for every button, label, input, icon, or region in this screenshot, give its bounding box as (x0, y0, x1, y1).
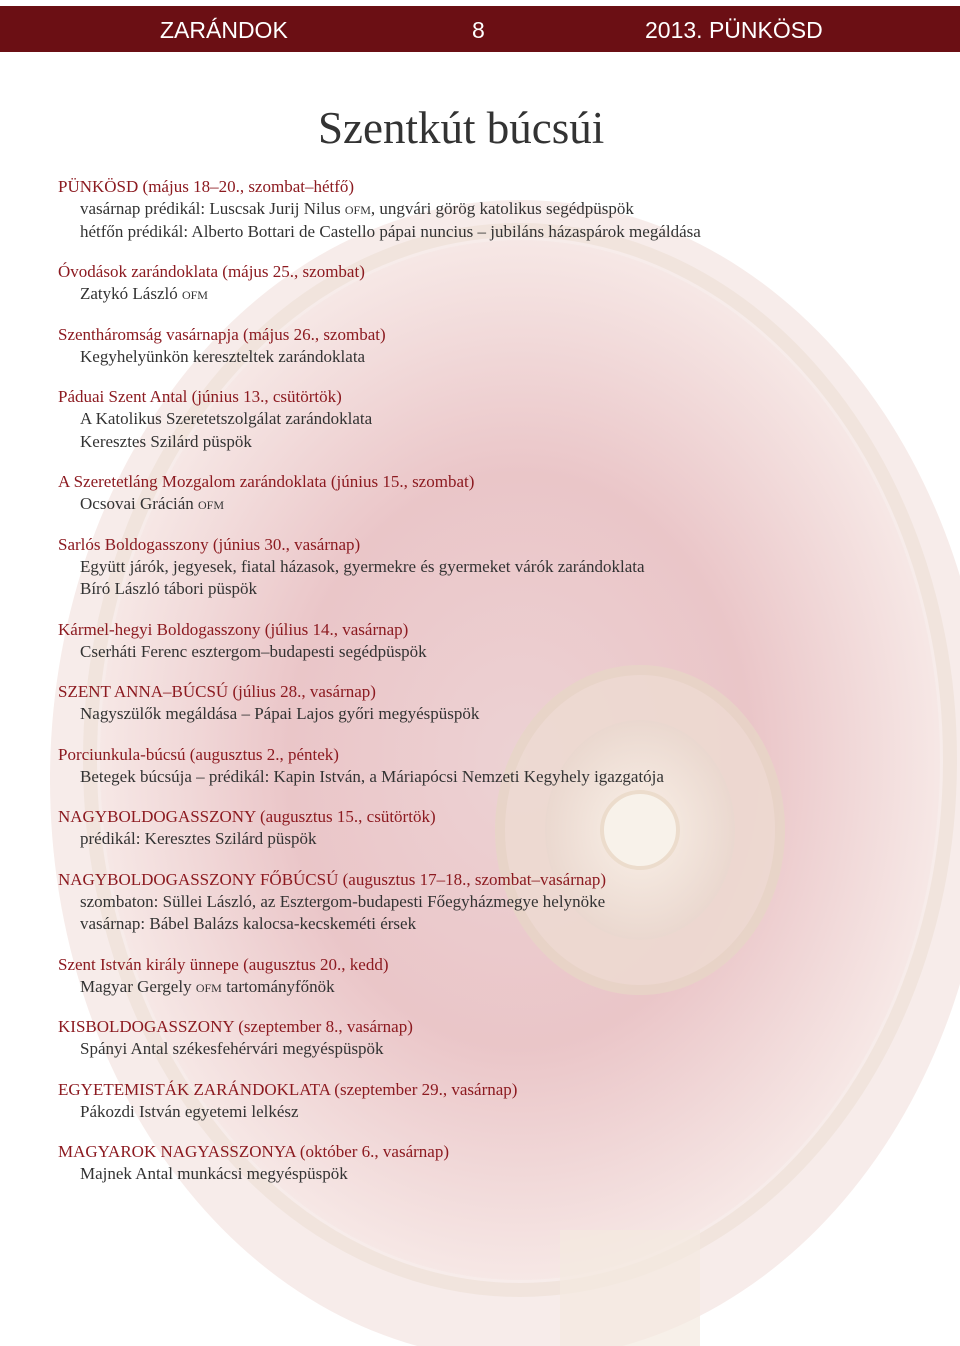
event-name: PÜNKÖSD (58, 177, 139, 196)
event-detail: vasárnap: Bábel Balázs kalocsa-kecskeméti érsek (80, 914, 417, 933)
event-detail: Kegyhelyünkön kereszteltek zarándoklata (80, 346, 366, 366)
event-date: (október 6., vasárnap) (295, 1142, 449, 1161)
event-entry (58, 324, 918, 369)
event-entry (58, 869, 918, 936)
event-detail: Bíró László tábori püspök (80, 579, 258, 598)
event-entry (58, 176, 918, 243)
page-number: 8 (472, 17, 485, 43)
event-date: (szeptember 29., vasárnap) (330, 1079, 518, 1099)
event-detail: Együtt járók, jegyesek, fiatal házasok, gyermekre és gyermeket várók zarándoklata (80, 556, 645, 576)
event-name: SZENT ANNA–BÚCSÚ (58, 682, 229, 701)
article-title: Szentkút búcsúi (318, 103, 605, 153)
event-title (58, 1016, 918, 1038)
order-abbreviation: ofm (344, 199, 371, 218)
event-name: MAGYAROK NAGYASSZONYA (58, 1142, 296, 1161)
event-entry (58, 1141, 918, 1186)
event-title (58, 681, 918, 703)
event-entry (58, 681, 918, 726)
event-date: (május 25., szombat) (218, 262, 365, 281)
event-name: Páduai Szent Antal (58, 387, 188, 406)
order-abbreviation: ofm (198, 494, 225, 513)
event-name: Sarlós Boldogasszony (58, 534, 209, 554)
event-entry (58, 619, 918, 664)
event-title (58, 954, 918, 976)
event-date: (június 13., csütörtök) (187, 387, 342, 406)
order-abbreviation: ofm (181, 284, 208, 303)
event-name: A Szeretetláng Mozgalom zarándoklata (58, 472, 327, 491)
publication-name: ZARÁNDOK (160, 17, 288, 43)
event-name: Szent István király ünnepe (58, 954, 239, 974)
event-title (58, 744, 918, 766)
event-detail: Nagyszülők megáldása – Pápai Lajos győri megyéspüspök (80, 704, 480, 723)
event-entry (58, 744, 918, 789)
event-entry (58, 386, 918, 453)
event-name: Szentháromság vasárnapja (58, 324, 239, 344)
event-date: (június 30., vasárnap) (208, 534, 361, 554)
event-detail: Zatykó László ofm (80, 284, 208, 303)
event-detail: hétfőn prédikál: Alberto Bottari de Castello pápai nuncius – jubiláns házaspárok megáldása (80, 221, 701, 241)
event-title (58, 619, 918, 641)
event-title (58, 324, 918, 346)
event-date: (augusztus 15., csütörtök) (255, 807, 436, 826)
event-name: EGYETEMISTÁK ZARÁNDOKLATA (58, 1079, 331, 1099)
event-date: (július 14., vasárnap) (260, 619, 409, 639)
event-entry (58, 1079, 918, 1124)
event-date: (augusztus 20., kedd) (238, 954, 389, 974)
event-detail: Magyar Gergely ofm tartományfőnök (80, 976, 335, 996)
event-detail: Ocsovai Grácián ofm (80, 494, 225, 513)
event-entry (58, 534, 918, 601)
event-name: Kármel-hegyi Boldogasszony (58, 619, 261, 639)
event-title (58, 1141, 918, 1163)
event-title (58, 176, 918, 198)
event-detail: szombaton: Süllei László, az Esztergom-budapesti Főegyházmegye helynöke (80, 891, 606, 911)
event-date: (augusztus 2., péntek) (185, 744, 339, 764)
event-title (58, 261, 918, 283)
event-entry (58, 1016, 918, 1061)
event-name: NAGYBOLDOGASSZONY (58, 807, 256, 826)
event-title (58, 534, 918, 556)
event-name: NAGYBOLDOGASSZONY FŐBÚCSÚ (58, 869, 339, 889)
event-title (58, 471, 918, 493)
event-name: Óvodások zarándoklata (58, 262, 219, 281)
event-detail: Betegek búcsúja – prédikál: Kapin István, a Máriapócsi Nemzeti Kegyhely igazgatója (80, 766, 664, 786)
event-name: Porciunkula-búcsú (58, 744, 186, 764)
event-detail: Majnek Antal munkácsi megyéspüspök (80, 1164, 348, 1183)
event-entry (58, 954, 918, 999)
event-detail: A Katolikus Szeretetszolgálat zarándoklata (80, 409, 373, 428)
issue-label: 2013. PÜNKÖSD (645, 17, 823, 43)
event-detail: Pákozdi István egyetemi lelkész (80, 1101, 299, 1121)
event-title (58, 1079, 918, 1101)
event-date: (június 15., szombat) (326, 472, 475, 491)
event-title (58, 869, 918, 891)
event-detail: vasárnap prédikál: Luscsak Jurij Nilus ofm, ungvári görög katolikus segédpüspök (80, 199, 634, 218)
event-detail: Spányi Antal székesfehérvári megyéspüspök (80, 1039, 384, 1058)
event-name: KISBOLDOGASSZONY (58, 1017, 234, 1036)
event-entry (58, 471, 918, 516)
event-date: (augusztus 17–18., szombat–vasárnap) (338, 869, 607, 889)
event-entry (58, 806, 918, 851)
event-detail: Keresztes Szilárd püspök (80, 431, 252, 451)
event-date: (július 28., vasárnap) (228, 682, 376, 701)
event-title (58, 806, 918, 828)
page-header (0, 6, 960, 52)
event-entry (58, 261, 918, 306)
event-date: (május 26., szombat) (238, 324, 386, 344)
order-abbreviation: ofm (195, 976, 222, 996)
event-date: (szeptember 8., vasárnap) (234, 1017, 413, 1036)
event-detail: Cserháti Ferenc esztergom–budapesti segédpüspök (80, 641, 427, 661)
event-title (58, 386, 918, 408)
event-detail: prédikál: Keresztes Szilárd püspök (80, 829, 317, 848)
event-list (58, 176, 918, 1186)
event-date: (május 18–20., szombat–hétfő) (138, 177, 355, 196)
